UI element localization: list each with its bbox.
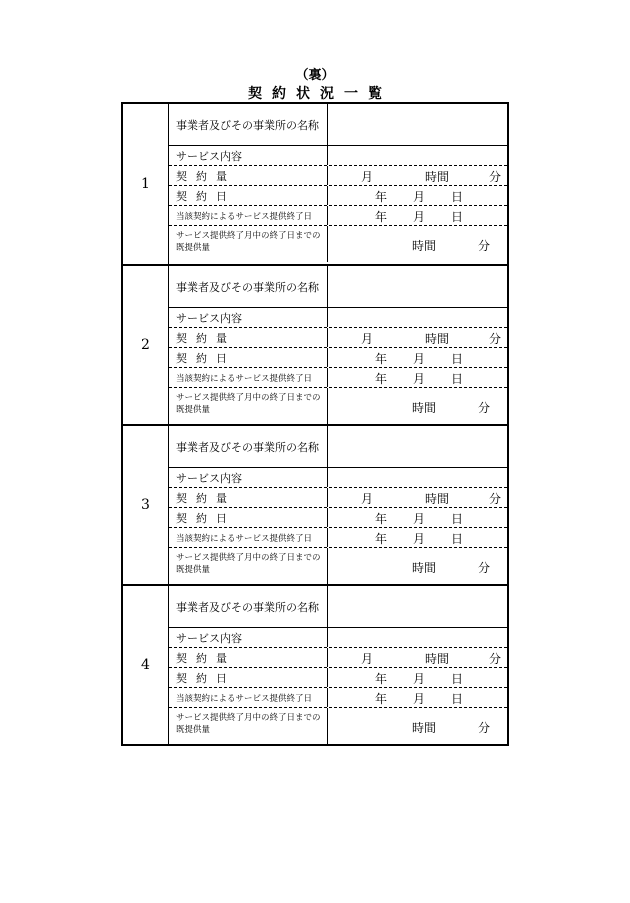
business-name-label: 事業者及びその事業所の名称 [169,586,328,627]
service-content-label: サービス内容 [169,146,328,165]
row-contract-amount [169,166,507,186]
day-unit: 日 [451,190,464,204]
block-number: 3 [123,426,169,584]
row-service-content [169,308,507,328]
hours-unit: 時間 [425,652,450,666]
contract-amount-label: 契約量 [169,488,328,507]
minutes-unit: 分 [489,492,502,506]
service-end-date-value[interactable] [329,688,507,707]
contract-date-value[interactable] [329,508,507,527]
minutes-unit: 分 [478,401,491,415]
contract-date-label: 契約日 [169,186,328,205]
row-provided-amount [169,388,507,424]
provided-amount-label-line1: サービス提供終了月中の終了日までの [176,713,321,723]
hours-unit: 時間 [412,721,437,735]
contract-block [123,584,507,744]
row-provided-amount [169,226,507,262]
service-content-value[interactable] [329,468,507,487]
service-end-date-label: 当該契約によるサービス提供終了日 [169,206,328,225]
provided-amount-label-line2: 既提供量 [176,565,211,575]
row-contract-date [169,348,507,368]
month-unit: 月 [413,190,426,204]
minutes-unit: 分 [478,561,491,575]
day-unit: 日 [451,512,464,526]
month-unit: 月 [413,692,426,706]
service-end-date-label: 当該契約によるサービス提供終了日 [169,688,328,707]
block-number: 1 [123,104,169,264]
row-business-name [169,266,507,308]
minutes-unit: 分 [478,721,491,735]
contract-block [123,264,507,424]
hours-unit: 時間 [412,401,437,415]
hours-unit: 時間 [425,170,450,184]
service-end-date-value[interactable] [329,368,507,387]
contract-date-value[interactable] [329,186,507,205]
contract-amount-value[interactable] [329,488,507,507]
contract-amount-label: 契約量 [169,648,328,667]
row-service-end-date [169,368,507,388]
row-contract-amount [169,488,507,508]
block-number: 4 [123,586,169,744]
row-business-name [169,426,507,468]
row-business-name [169,586,507,628]
day-unit: 日 [451,532,464,546]
row-business-name [169,104,507,146]
service-end-date-label: 当該契約によるサービス提供終了日 [169,368,328,387]
business-name-label: 事業者及びその事業所の名称 [169,266,328,307]
business-name-label: 事業者及びその事業所の名称 [169,426,328,467]
month-unit: 月 [413,352,426,366]
year-unit: 年 [375,692,388,706]
row-service-content [169,628,507,648]
provided-amount-value[interactable] [329,226,507,262]
month-unit: 月 [361,332,374,346]
provided-amount-value[interactable] [329,708,507,744]
row-service-end-date [169,688,507,708]
hours-unit: 時間 [412,561,437,575]
provided-amount-value[interactable] [329,548,507,584]
provided-amount-label-line1: サービス提供終了月中の終了日までの [176,231,321,241]
block-number: 2 [123,266,169,424]
contract-amount-label: 契約量 [169,328,328,347]
month-unit: 月 [361,492,374,506]
year-unit: 年 [375,672,388,686]
service-content-value[interactable] [329,308,507,327]
contract-block [123,104,507,264]
business-name-value[interactable] [329,266,507,307]
year-unit: 年 [375,210,388,224]
month-unit: 月 [413,372,426,386]
hours-unit: 時間 [425,492,450,506]
row-contract-date [169,668,507,688]
row-contract-date [169,186,507,206]
provided-amount-label-line2: 既提供量 [176,405,211,415]
year-unit: 年 [375,532,388,546]
minutes-unit: 分 [478,239,491,253]
business-name-value[interactable] [329,586,507,627]
minutes-unit: 分 [489,332,502,346]
contract-block [123,424,507,584]
hours-unit: 時間 [425,332,450,346]
service-end-date-value[interactable] [329,206,507,225]
month-unit: 月 [413,512,426,526]
provided-amount-label [169,708,328,744]
service-content-value[interactable] [329,146,507,165]
day-unit: 日 [451,210,464,224]
month-unit: 月 [413,210,426,224]
provided-amount-label [169,226,328,262]
business-name-label: 事業者及びその事業所の名称 [169,104,328,145]
contract-status-table [121,102,509,746]
row-contract-date [169,508,507,528]
day-unit: 日 [451,672,464,686]
row-service-end-date [169,206,507,226]
provided-amount-label-line1: サービス提供終了月中の終了日までの [176,553,321,563]
page-title: 契約状況一覧 [248,86,392,102]
year-unit: 年 [375,352,388,366]
contract-amount-label: 契約量 [169,166,328,185]
contract-amount-value[interactable] [329,648,507,667]
service-end-date-value[interactable] [329,528,507,547]
contract-date-value[interactable] [329,668,507,687]
year-unit: 年 [375,372,388,386]
provided-amount-label-line2: 既提供量 [176,243,211,253]
provided-amount-label-line2: 既提供量 [176,725,211,735]
service-end-date-label: 当該契約によるサービス提供終了日 [169,528,328,547]
provided-amount-label-line1: サービス提供終了月中の終了日までの [176,393,321,403]
minutes-unit: 分 [489,170,502,184]
year-unit: 年 [375,512,388,526]
service-content-label: サービス内容 [169,628,328,647]
service-content-value[interactable] [329,628,507,647]
reverse-side-label: （裏） [295,68,335,83]
row-service-end-date [169,528,507,548]
contract-date-label: 契約日 [169,348,328,367]
row-contract-amount [169,648,507,668]
contract-amount-value[interactable] [329,166,507,185]
row-provided-amount [169,708,507,744]
row-contract-amount [169,328,507,348]
month-unit: 月 [413,532,426,546]
row-service-content [169,468,507,488]
month-unit: 月 [413,672,426,686]
year-unit: 年 [375,190,388,204]
contract-date-label: 契約日 [169,508,328,527]
service-content-label: サービス内容 [169,308,328,327]
hours-unit: 時間 [412,239,437,253]
contract-date-label: 契約日 [169,668,328,687]
row-service-content [169,146,507,166]
row-provided-amount [169,548,507,584]
service-content-label: サービス内容 [169,468,328,487]
month-unit: 月 [361,170,374,184]
day-unit: 日 [451,352,464,366]
business-name-value[interactable] [329,426,507,467]
contract-amount-value[interactable] [329,328,507,347]
day-unit: 日 [451,692,464,706]
business-name-value[interactable] [329,104,507,145]
provided-amount-label [169,548,328,584]
provided-amount-label [169,388,328,424]
minutes-unit: 分 [489,652,502,666]
day-unit: 日 [451,372,464,386]
contract-date-value[interactable] [329,348,507,367]
month-unit: 月 [361,652,374,666]
provided-amount-value[interactable] [329,388,507,424]
